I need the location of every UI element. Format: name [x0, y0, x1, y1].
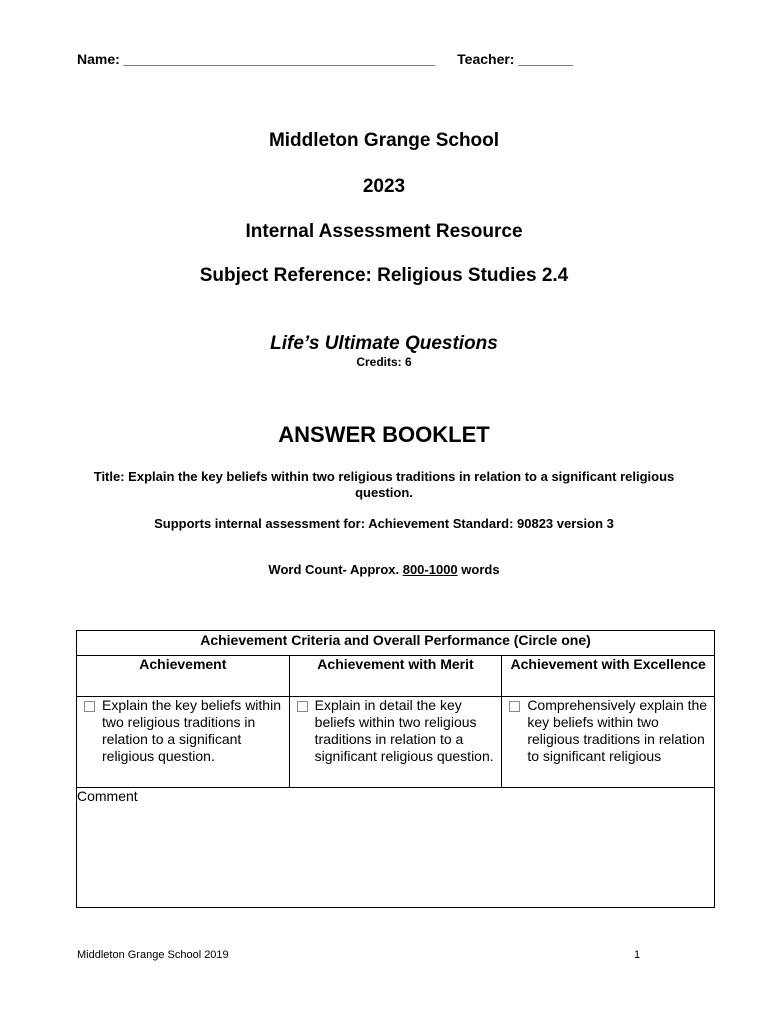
word-count-range: 800-1000 [402, 562, 458, 577]
year: 2023 [362, 176, 406, 197]
word-count-suffix: words [457, 562, 500, 577]
criterion-merit [289, 697, 502, 788]
booklet-title: ANSWER BOOKLET [278, 422, 490, 447]
criterion-text: Explain in detail the key beliefs within two religious traditions in relation to a significant religious question. [314, 697, 494, 764]
column-achievement: Achievement [77, 656, 290, 697]
credits: Credits: 6 [356, 355, 412, 369]
criteria-table-title: Achievement Criteria and Overall Performance (Circle one) [77, 631, 715, 656]
criterion-text: Explain the key beliefs within two religious traditions in relation to a significant religious question. [102, 697, 281, 764]
comment-box[interactable] [77, 788, 715, 908]
course-title: Life’s Ultimate Questions [270, 333, 498, 354]
criterion-text: Comprehensively explain the key beliefs within two religious traditions in relation to significant religious [527, 697, 708, 764]
checkbox-merit[interactable] [297, 701, 308, 712]
comment-label: Comment [77, 788, 138, 804]
supports-standard: Supports internal assessment for: Achievement Standard: 90823 version 3 [154, 516, 614, 531]
criteria-table [76, 630, 715, 908]
criterion-excellence [502, 697, 715, 788]
checkbox-achievement[interactable] [84, 701, 95, 712]
criterion-achievement [77, 697, 290, 788]
school-name: Middleton Grange School [268, 130, 500, 151]
page-number: 1 [634, 949, 641, 961]
resource-heading: Internal Assessment Resource [245, 221, 523, 242]
word-count [0, 562, 768, 577]
name-teacher-line [77, 51, 573, 67]
name-field[interactable]: Name: ________________________________________ [77, 51, 436, 67]
subject-reference: Subject Reference: Religious Studies 2.4 [199, 265, 569, 286]
footer-school: Middleton Grange School 2019 [77, 949, 229, 961]
column-merit: Achievement with Merit [289, 656, 502, 697]
checkbox-excellence[interactable] [509, 701, 520, 712]
column-excellence: Achievement with Excellence [502, 656, 715, 697]
task-title: Title: Explain the key beliefs within two religious traditions in relation to a significant religious question. [93, 469, 675, 500]
word-count-prefix: Word Count- Approx. [268, 562, 403, 577]
teacher-field[interactable]: Teacher: _______ [457, 51, 573, 67]
